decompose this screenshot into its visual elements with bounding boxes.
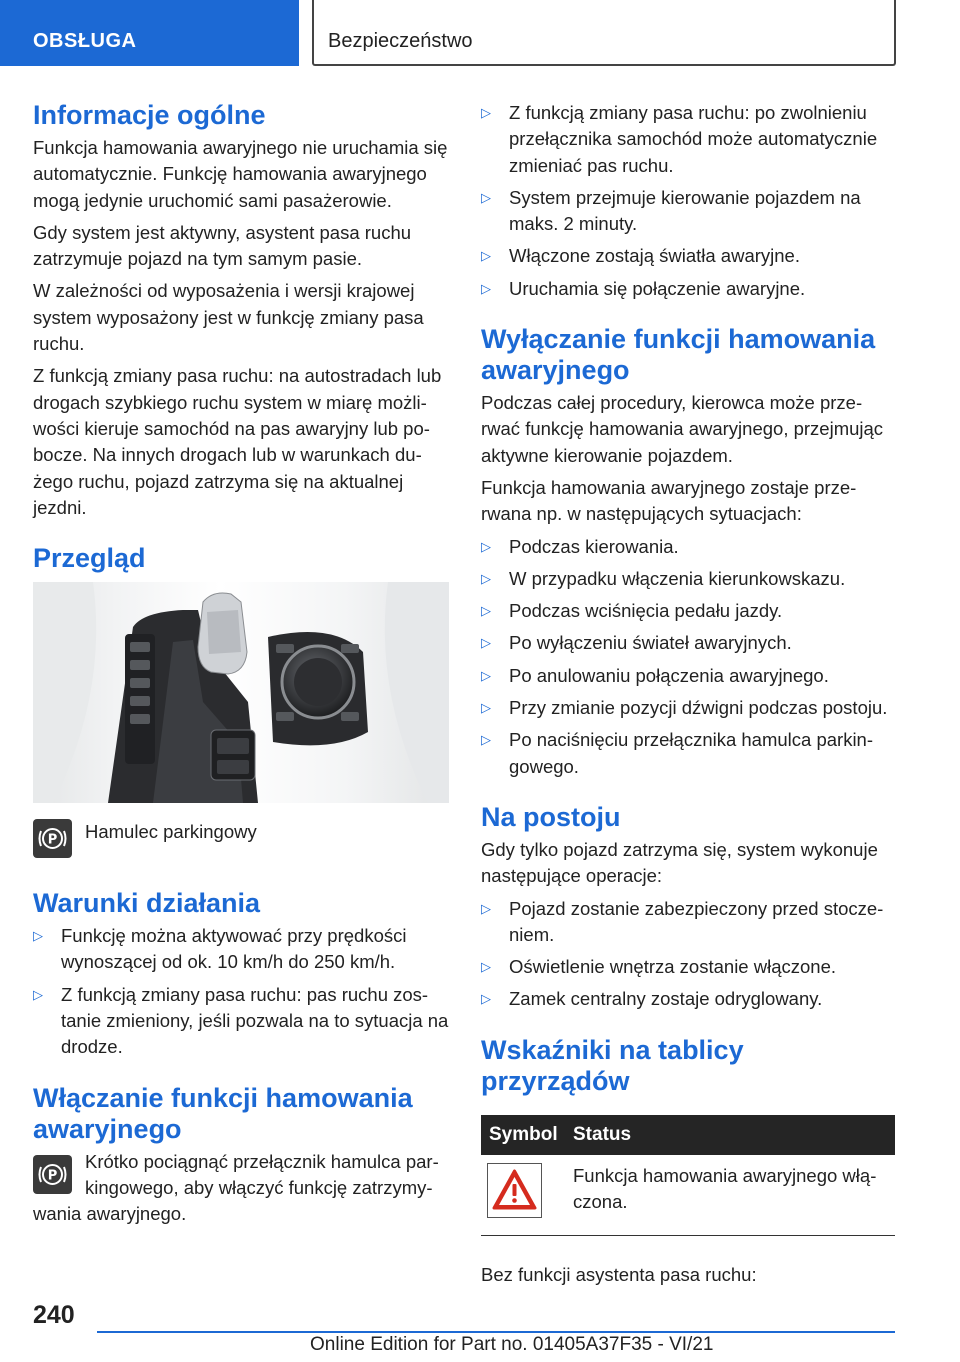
list-item: ▷ Po wyłączeniu świateł awaryjnych. xyxy=(481,630,895,656)
triangle-bullet-icon: ▷ xyxy=(481,280,491,296)
svg-text:P: P xyxy=(47,832,58,848)
warning-triangle-icon xyxy=(487,1163,542,1218)
triangle-bullet-icon: ▷ xyxy=(481,732,491,748)
general-paragraph-3: W zależności od wyposażenia i wersji krajowej system wyposażony jest w funkcję zmiany pasa ruchu. xyxy=(33,280,424,355)
active-system-list xyxy=(481,100,895,302)
general-paragraph-4: Z funkcją zmiany pasa ruchu: na autostradach lub drogach szybkiego ruchu system w miarę możliwości kieruje samochód na pas awaryjny lub pobocze. Na innych drogach lub w warunkach dużego ruchu, pojazd zatrzyma się na aktualnej jezdni. xyxy=(33,365,442,518)
right-column xyxy=(481,100,895,1294)
standstill-heading: Na postoju xyxy=(481,801,621,832)
list-item: ▷ Podczas wciśnięcia pedału jazdy. xyxy=(481,598,895,624)
parking-brake-row xyxy=(33,819,449,858)
triangle-bullet-icon: ▷ xyxy=(33,986,43,1002)
triangle-bullet-icon: ▷ xyxy=(481,189,491,205)
list-item: ▷ Podczas kierowania. xyxy=(481,534,895,560)
status-cell: Funkcja hamowania awaryjnego włączona. xyxy=(567,1155,895,1236)
list-item: ▷ W przypadku włączenia kierunkowskazu. xyxy=(481,566,895,592)
triangle-bullet-icon: ▷ xyxy=(481,570,491,586)
triangle-bullet-icon: ▷ xyxy=(481,635,491,651)
center-console-photo xyxy=(33,582,449,803)
list-item: ▷ Po anulowaniu połączenia awaryjnego. xyxy=(481,663,895,689)
triangle-bullet-icon: ▷ xyxy=(481,248,491,264)
list-item: ▷ Przy zmianie pozycji dźwigni podczas postoju. xyxy=(481,695,895,721)
standstill-text: Gdy tylko pojazd zatrzyma się, system wykonuje następujące operacje: xyxy=(481,838,878,887)
list-item: ▷ Zamek centralny zostaje odryglowany. xyxy=(481,986,895,1012)
conditions-heading: Warunki działania xyxy=(33,888,261,919)
triangle-bullet-icon: ▷ xyxy=(481,700,491,716)
general-paragraph-1: Funkcja hamowania awaryjnego nie uruchamia się automatycznie. Funkcję hamowania awaryjnego mogą jedynie uruchomić sami pasażerowie. xyxy=(33,137,448,211)
indicator-table xyxy=(481,1115,895,1236)
list-item: ▷ Z funkcją zmiany pasa ruchu: po zwolnieniu przełącznika samochód może automatycznie zmieniać pas ruchu. xyxy=(481,102,878,176)
triangle-bullet-icon: ▷ xyxy=(481,603,491,619)
footer-divider xyxy=(97,1331,895,1333)
edition-note: Online Edition for Part no. 01405A37F35 - VI/21 xyxy=(310,1334,714,1355)
list-item: ▷ Funkcję można aktywować przy prędkości wynoszącej od ok. 10 km/h do 250 km/h. xyxy=(33,925,407,973)
activation-heading: Włączanie funkcji hamowania awaryjnego xyxy=(33,1082,413,1144)
parking-brake-label: Hamulec parkingowy xyxy=(85,821,257,843)
parking-brake-icon xyxy=(33,819,72,858)
table-header-row xyxy=(481,1115,895,1155)
triangle-bullet-icon: ▷ xyxy=(481,900,491,916)
col-symbol: Symbol xyxy=(481,1115,567,1155)
list-item: ▷ Uruchamia się połączenie awaryjne. xyxy=(481,276,895,302)
list-item: ▷ Pojazd zostanie zabezpieczony przed stoczeniem. xyxy=(481,897,884,945)
left-column xyxy=(33,100,449,1234)
parking-brake-icon xyxy=(33,1155,72,1194)
symbol-cell xyxy=(481,1155,567,1236)
list-item: ▷ Po naciśnięciu przełącznika hamulca parkingowego. xyxy=(481,729,874,777)
activation-text: Krótko pociągnąć przełącznik hamulca parkingowego, aby włączyć funkcję zatrzymywania awaryjnego. xyxy=(33,1150,439,1225)
list-item: ▷ Oświetlenie wnętrza zostanie włączone. xyxy=(481,954,895,980)
triangle-bullet-icon: ▷ xyxy=(481,959,491,975)
triangle-bullet-icon: ▷ xyxy=(481,105,491,120)
center-console-illustration xyxy=(33,582,449,803)
general-paragraph-2: Gdy system jest aktywny, asystent pasa ruchu zatrzymuje pojazd na tym samym pasie. xyxy=(33,221,412,270)
list-item: ▷ Z funkcją zmiany pasa ruchu: pas ruchu zostanie zmieniony, jeśli pozwala na to sytuacja na drodze. xyxy=(33,983,449,1058)
deactivation-paragraph-2: Funkcja hamowania awaryjnego zostaje przerwana np. w następujących sytuacjach: xyxy=(481,476,857,525)
header-chapter-tab: Bezpieczeństwo xyxy=(312,0,896,66)
deactivation-heading: Wyłączanie funkcji hamowania awaryjnego xyxy=(481,324,876,386)
page-number: 240 xyxy=(33,1301,75,1329)
triangle-bullet-icon: ▷ xyxy=(481,991,491,1007)
activation-block xyxy=(33,1149,449,1228)
header-section-tab: OBSŁUGA xyxy=(0,0,299,66)
triangle-bullet-icon: ▷ xyxy=(481,667,491,683)
triangle-bullet-icon: ▷ xyxy=(481,538,491,554)
list-item: ▷ System przejmuje kierowanie pojazdem na maks. 2 minuty. xyxy=(481,186,861,235)
svg-text:P: P xyxy=(47,1168,58,1184)
conditions-list xyxy=(33,923,449,1060)
table-row xyxy=(481,1155,895,1236)
indicators-heading: Wskaźniki na tablicy przyrządów xyxy=(481,1034,744,1096)
list-item: ▷ Włączone zostają światła awaryjne. xyxy=(481,243,895,269)
col-status: Status xyxy=(567,1115,895,1155)
closing-text: Bez funkcji asystenta pasa ruchu: xyxy=(481,1263,757,1285)
standstill-list xyxy=(481,896,895,1013)
deactivation-list xyxy=(481,534,895,780)
triangle-bullet-icon: ▷ xyxy=(33,928,43,944)
general-heading: Informacje ogólne xyxy=(33,100,266,130)
deactivation-paragraph-1: Podczas całej procedury, kierowca może przerwać funkcję hamowania awaryjnego, przejmując aktywne kierowanie pojazdem. xyxy=(481,392,884,466)
overview-heading: Przegląd xyxy=(33,543,146,574)
